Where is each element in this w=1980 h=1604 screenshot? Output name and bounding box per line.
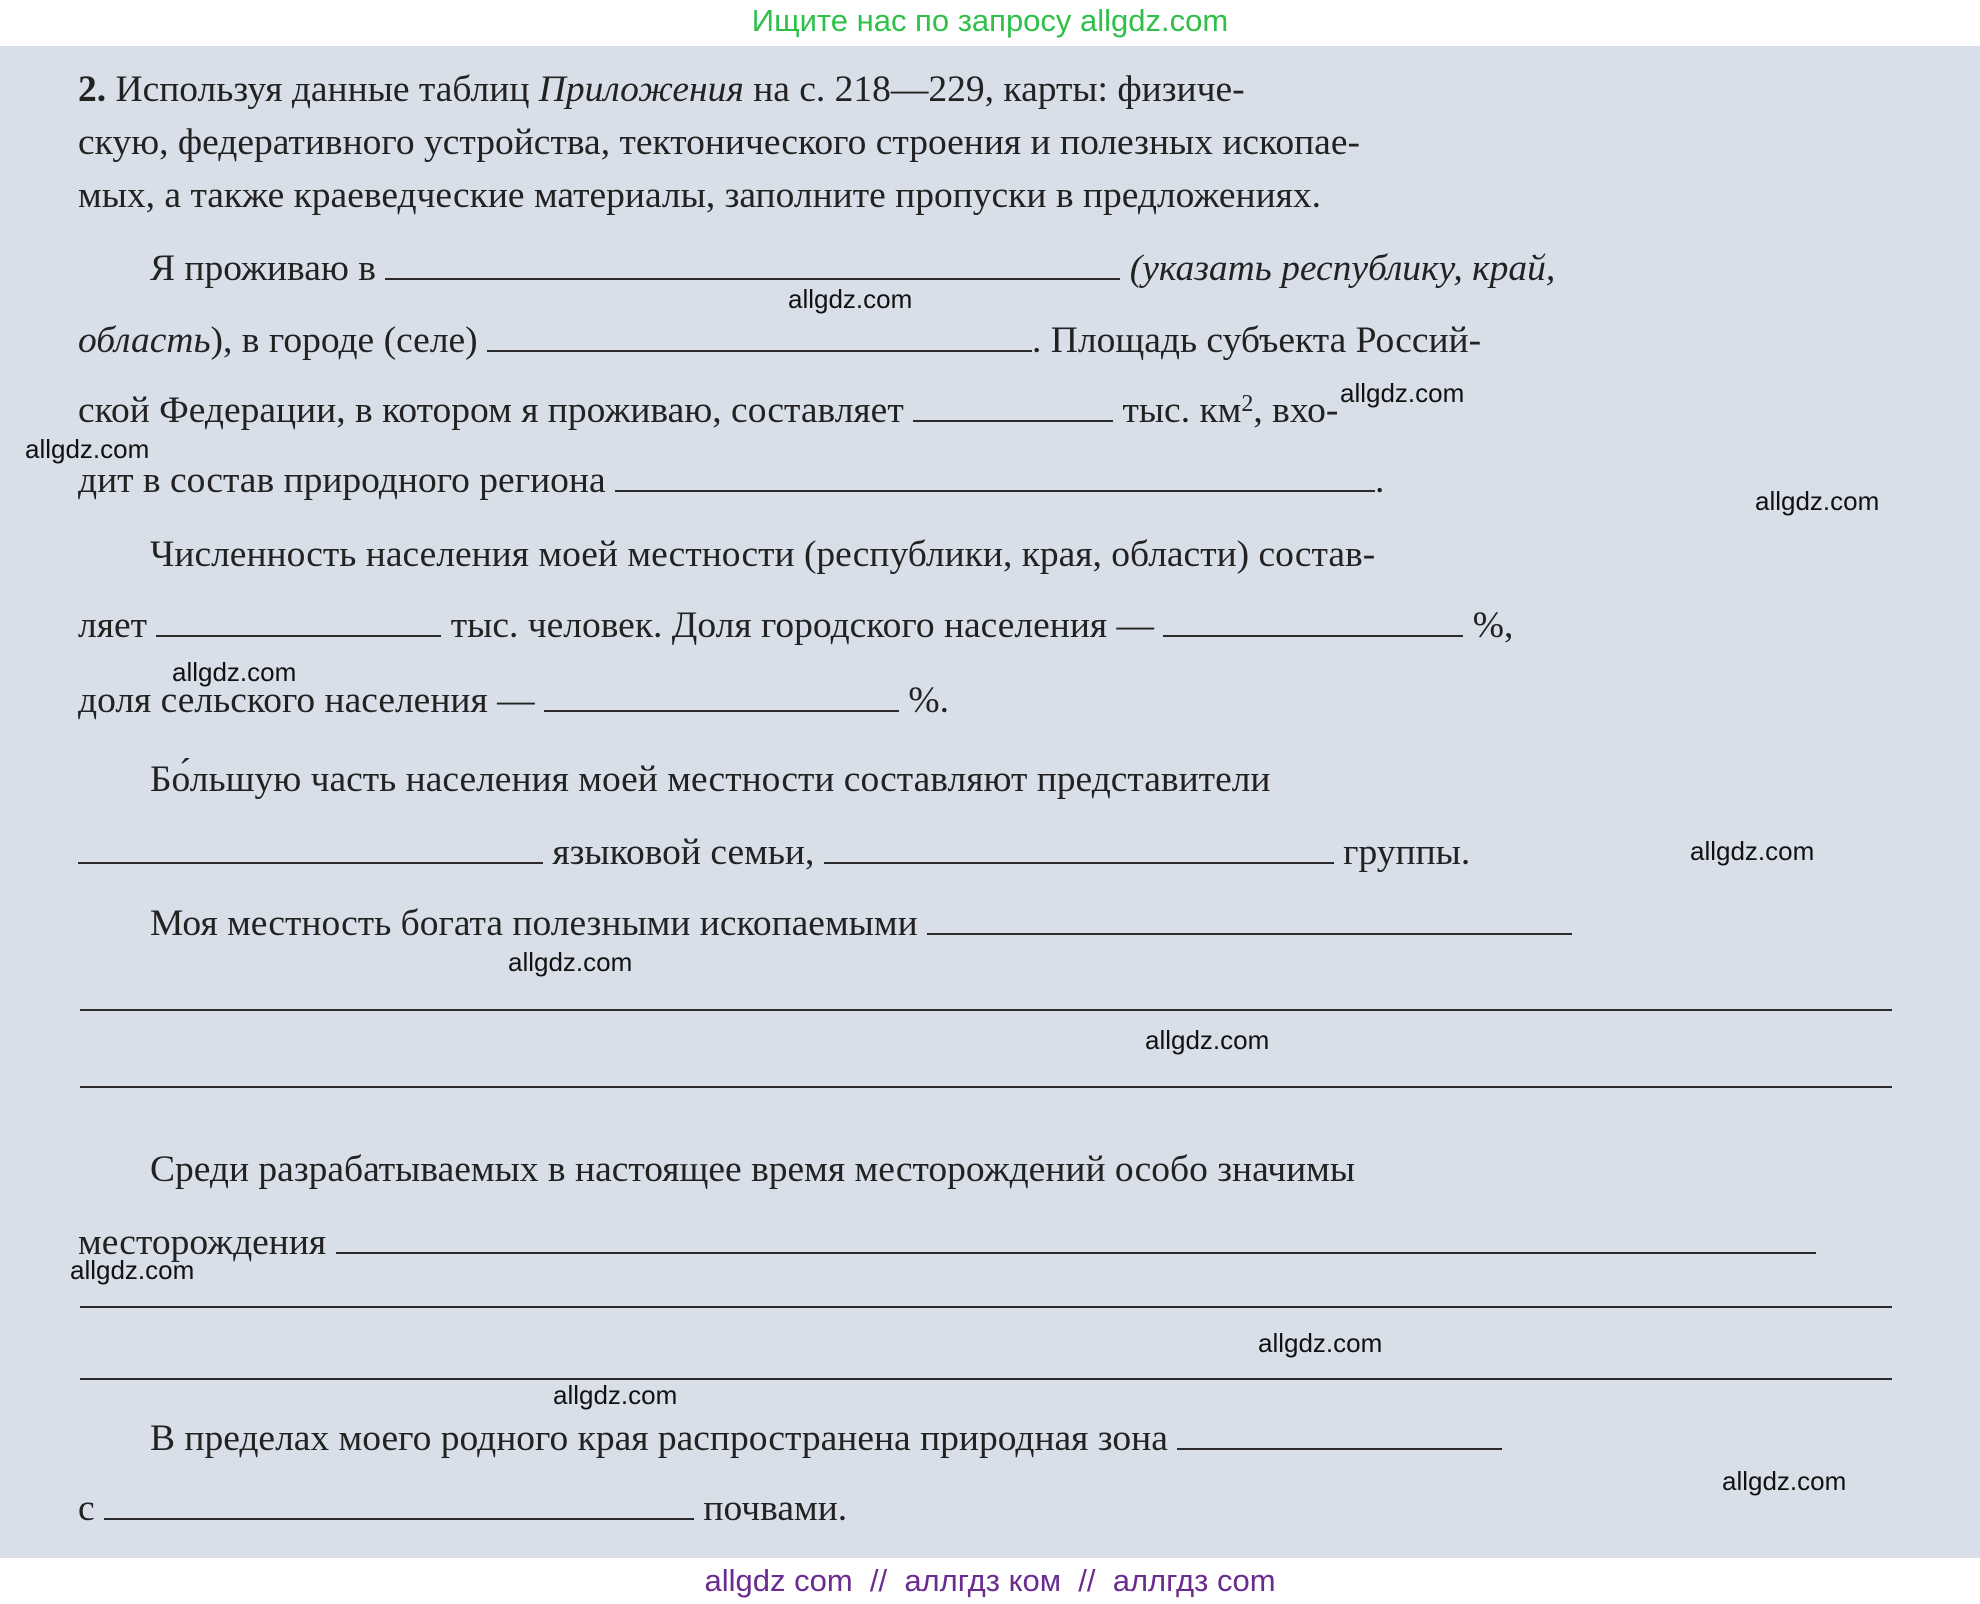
watermark: allgdz.com (70, 1255, 195, 1285)
blank-region[interactable] (385, 244, 1120, 280)
task-intro-line-1: 2. Используя данные таблиц Приложения на с. 218—229, карты: физиче- (78, 69, 1245, 110)
bottom-banner-text: allgdz com // аллгдз ком // аллгдз com (704, 1563, 1276, 1598)
watermark: allgdz.com (1258, 1328, 1383, 1358)
answer-line-deposits-2[interactable] (80, 1306, 1892, 1308)
blank-language-family[interactable] (78, 828, 543, 864)
deposits-line-1: Среди разрабатываемых в настоящее время месторождений особо значимы (150, 1149, 1356, 1190)
watermark: allgdz.com (788, 284, 913, 314)
blank-urban-share[interactable] (1163, 601, 1463, 637)
region-line-1: Я проживаю в (указать республику, край, (150, 244, 1555, 293)
blank-area[interactable] (913, 386, 1113, 422)
languages-line-1: Бо́льшую часть населения моей местности составляют представители (150, 759, 1271, 800)
blank-natural-zone[interactable] (1177, 1414, 1502, 1450)
task-intro-line-3: мых, а также краеведческие материалы, заполните пропуски в предложениях. (78, 175, 1322, 216)
blank-language-group[interactable] (824, 828, 1334, 864)
region-line-3: ской Федерации, в котором я проживаю, составляет тыс. $км^2$, вхо- (78, 386, 1338, 435)
zone-line-2: с почвами. (78, 1484, 847, 1533)
population-line-1: Численность населения моей местности (республики, края, области) состав- (150, 534, 1376, 575)
watermark: allgdz.com (1755, 486, 1880, 516)
watermark: allgdz.com (1690, 836, 1815, 866)
watermark: allgdz.com (25, 434, 150, 464)
blank-natural-region[interactable] (615, 456, 1375, 492)
watermark: allgdz.com (1340, 378, 1465, 408)
deposits-line-2: месторождения (78, 1218, 1816, 1267)
task-intro-line-2: скую, федеративного устройства, тектонического строения и полезных ископае- (78, 122, 1360, 163)
top-banner-text: Ищите нас по запросу allgdz.com (751, 3, 1229, 38)
blank-minerals[interactable] (927, 899, 1572, 935)
region-line-4: дит в состав природного региона . (78, 456, 1384, 505)
population-line-2: ляет тыс. человек. Доля городского населения — %, (78, 601, 1513, 650)
minerals-line-1: Моя местность богата полезными ископаемыми (150, 899, 1572, 948)
blank-city[interactable] (487, 316, 1032, 352)
population-line-3: доля сельского населения — %. (78, 676, 949, 725)
watermark: allgdz.com (1145, 1025, 1270, 1055)
answer-line-minerals-3[interactable] (80, 1086, 1892, 1088)
blank-rural-share[interactable] (544, 676, 899, 712)
zone-line-1: В пределах моего родного края распространена природная зона (150, 1414, 1502, 1463)
watermark: allgdz.com (1722, 1466, 1847, 1496)
watermark: allgdz.com (172, 657, 297, 687)
bottom-banner (0, 1558, 1980, 1604)
top-banner (0, 0, 1980, 46)
blank-soils[interactable] (104, 1484, 694, 1520)
watermark: allgdz.com (508, 947, 633, 977)
blank-population[interactable] (156, 601, 441, 637)
watermark: allgdz.com (553, 1380, 678, 1410)
languages-line-2: языковой семьи, группы. (78, 828, 1470, 877)
blank-deposits[interactable] (336, 1218, 1816, 1254)
workbook-page (0, 46, 1980, 1558)
answer-line-minerals-2[interactable] (80, 1009, 1892, 1011)
appendix-title: Приложения (538, 69, 744, 110)
task-number: 2. (78, 69, 107, 110)
answer-line-deposits-3[interactable] (80, 1378, 1892, 1380)
region-line-2: область), в городе (селе) . Площадь субъекта Россий- (78, 316, 1481, 365)
